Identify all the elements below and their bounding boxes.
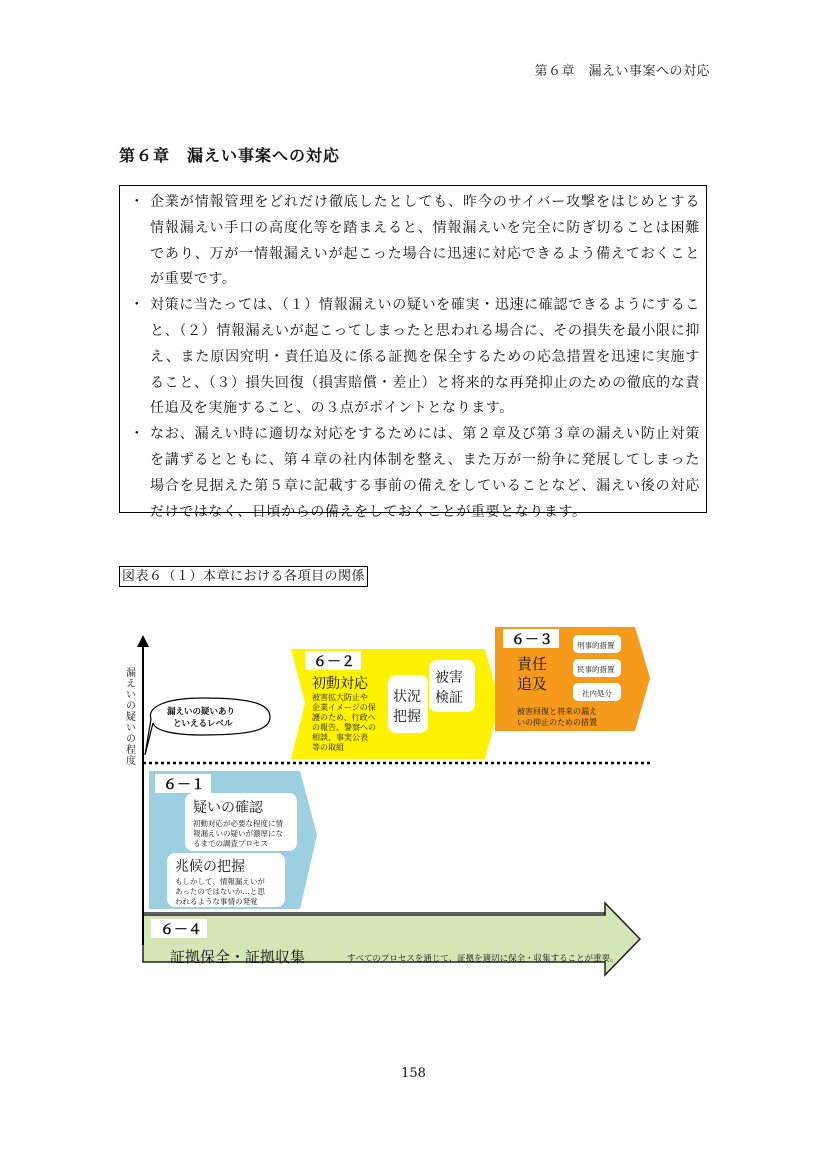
bullet: ・ bbox=[129, 426, 145, 443]
title-6-4: 証拠保全・証拠収集 bbox=[170, 948, 306, 966]
summary-text: 対策に当たっては、（１）情報漏えいの疑いを確実・迅速に確認できるようにすること、（２）情報漏えいが起こってしまったと思われる場合に、その損失を最小限に抑え、また原因究明・責任追及に係る証拠を保全するための応急措置を迅速に実施すること、（３）損失回復（損害賠償・差止）と将来的な再発抑止のための徹底的な責任追及を実施すること、の３点がポイントとなります。 bbox=[150, 297, 700, 417]
number-6-1: ６－１ bbox=[163, 777, 205, 793]
confirm-desc-3: るまでの調査プロセス bbox=[193, 839, 268, 848]
bubble-line-1: 漏えいの疑いあり bbox=[167, 707, 236, 717]
measure-criminal: 刑事的措置 bbox=[577, 641, 615, 650]
confirm-desc-1: 初動対応が必要な程度に情 bbox=[193, 819, 283, 828]
summary-text: 企業が情報管理をどれだけ徹底したとしても、昨今のサイバー攻撃をはじめとする情報漏えい手口の高度化等を踏まえると、情報漏えいを完全に防ぎ切ることは困難であり、万が一情報漏えいが起こった場合に迅速に対応できるよう備えておくことが重要です。 bbox=[150, 194, 700, 288]
chapter-title: 第６章 漏えい事案への対応 bbox=[119, 146, 341, 165]
damage-line-2: 検証 bbox=[435, 690, 463, 706]
bullet: ・ bbox=[129, 297, 145, 314]
number-6-2: ６－２ bbox=[313, 654, 355, 670]
desc-6-4: すべてのプロセスを通じて、証拠を適切に保全・収集することが重要。 bbox=[347, 954, 619, 964]
number-6-3: ６－３ bbox=[511, 632, 553, 648]
status-line-1: 状況 bbox=[393, 689, 421, 705]
summary-item bbox=[124, 422, 700, 525]
title-6-3-1: 責任 bbox=[517, 655, 548, 673]
detect-title: 兆候の把握 bbox=[175, 859, 245, 875]
status-line-2: 把握 bbox=[393, 709, 421, 725]
bullet: ・ bbox=[129, 194, 145, 210]
detect-desc-3: われるような事情の発覚 bbox=[175, 897, 258, 906]
desc-6-2-3: 護のため、行政へ bbox=[312, 713, 376, 722]
page-number: 158 bbox=[401, 1066, 426, 1081]
detect-desc-2: あったのではないか…と思 bbox=[175, 887, 265, 896]
desc-6-3-1: 被害回復と将来の漏え bbox=[517, 707, 597, 716]
number-6-4: ６－４ bbox=[160, 922, 202, 938]
confirm-desc-2: 報漏えいの疑いが濃厚にな bbox=[193, 829, 283, 838]
title-6-3-2: 追及 bbox=[517, 675, 548, 693]
running-header: 第６章 漏えい事案への対応 bbox=[534, 64, 710, 79]
damage-line-1: 被害 bbox=[435, 670, 463, 686]
desc-6-2-6: 等の取組 bbox=[312, 743, 344, 752]
summary-item bbox=[124, 190, 700, 293]
desc-6-2-5: 相談、事実公表 bbox=[312, 733, 368, 742]
summary-item bbox=[124, 293, 700, 422]
figure-caption: 図表６（１）本章における各項目の関係 bbox=[119, 566, 368, 587]
confirm-title: 疑いの確認 bbox=[193, 800, 263, 816]
measure-internal: 社内処分 bbox=[582, 689, 612, 698]
detect-desc-1: もしかして、情報漏えいが bbox=[175, 877, 265, 886]
desc-6-3-2: いの抑止のための措置 bbox=[517, 718, 597, 727]
title-6-2: 初動対応 bbox=[312, 676, 368, 692]
desc-6-2-4: の報告、警察への bbox=[312, 723, 376, 732]
measure-civil: 民事的措置 bbox=[577, 665, 615, 674]
y-axis-label: 漏えいの疑いの程度 bbox=[123, 667, 135, 766]
bubble-line-2: といえるレベル bbox=[173, 719, 233, 729]
summary-text: なお、漏えい時に適切な対応をするためには、第２章及び第３章の漏えい防止対策を講ずるとともに、第４章の社内体制を整え、また万が一紛争に発展してしまった場合を見据えた第５章に記載する事前の備えをしていることなど、漏えい後の対応だけではなく、日頃からの備えをしておくことが重要となります。 bbox=[150, 426, 700, 520]
summary-box bbox=[119, 185, 707, 520]
relationship-diagram bbox=[115, 625, 660, 985]
desc-6-2-1: 被害拡大防止や bbox=[312, 693, 368, 702]
desc-6-2-2: 企業イメージの保 bbox=[312, 703, 376, 712]
